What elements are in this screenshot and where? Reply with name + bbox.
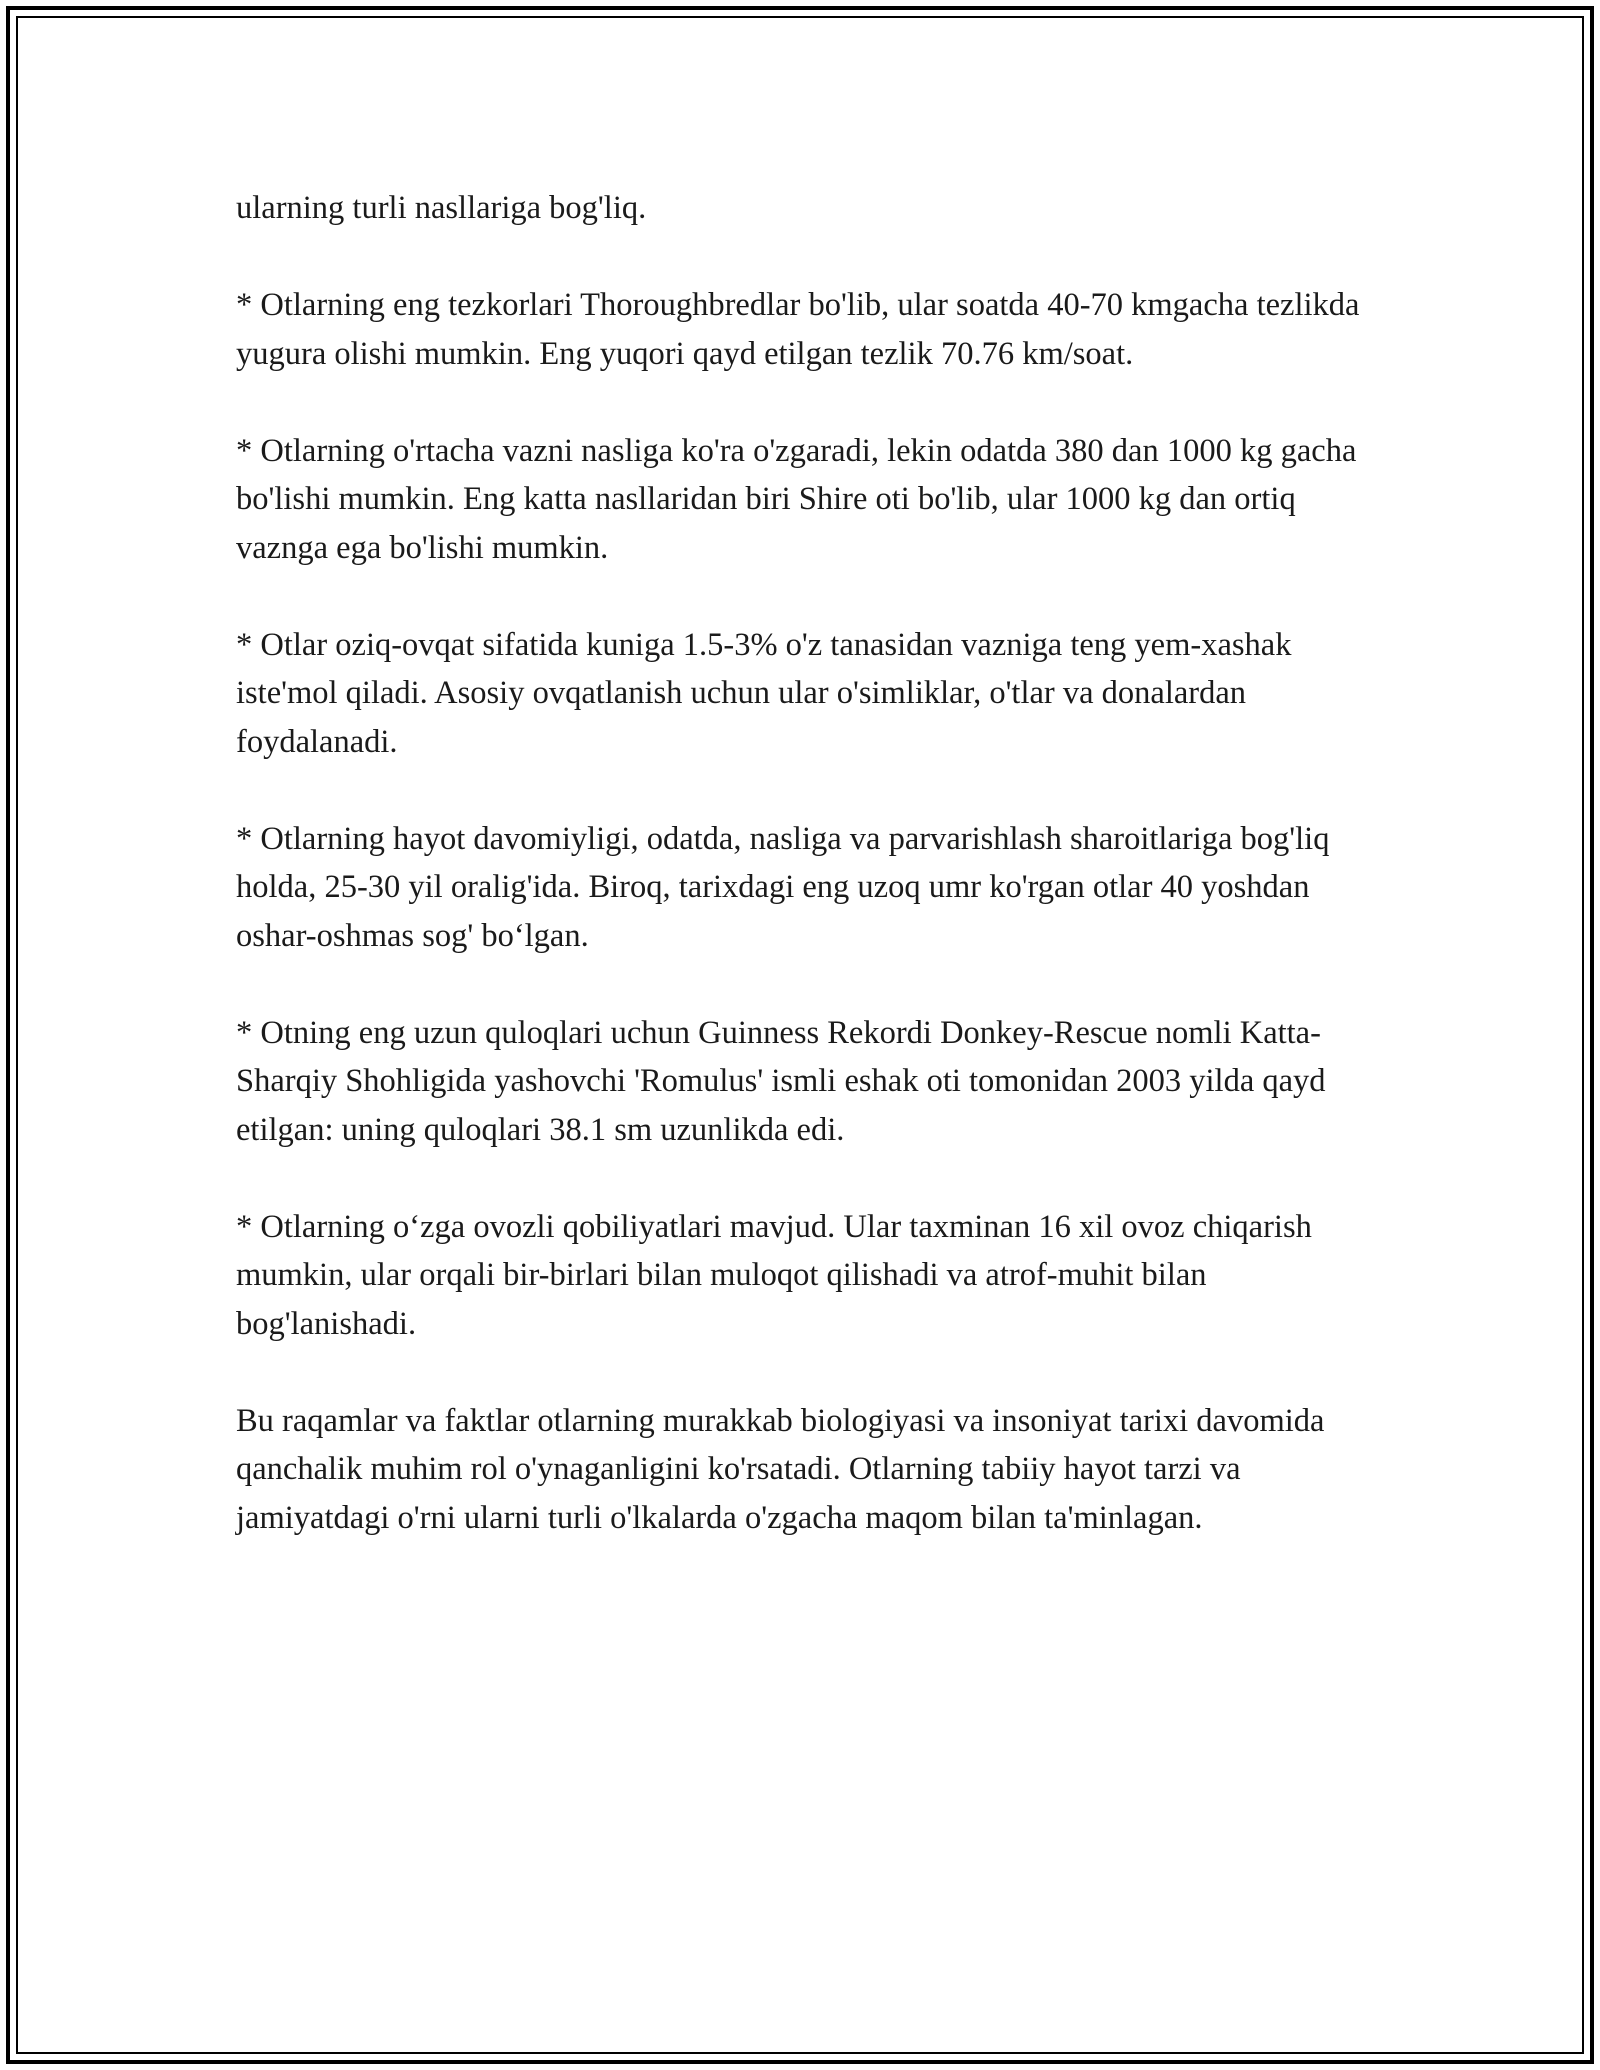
paragraph-vocal-fact: * Otlarning o‘zga ovozli qobiliyatlari mavjud. Ular taxminan 16 xil ovoz chiqarish mumkin, ular orqali bir-birlari bilan muloqot qilishadi va atrof-muhit bilan bog'lanishadi. (236, 1208, 1312, 1342)
paragraph-speed-fact: * Otlarning eng tezkorlari Thoroughbredlar bo'lib, ular soatda 40-70 kmgacha tezlikda yugura olishi mumkin. Eng yuqori qayd etilgan tezlik 70.76 km/soat. (236, 287, 1360, 372)
paragraph-lifespan-fact: * Otlarning hayot davomiyligi, odatda, nasliga va parvarishlash sharoitlariga bog'liq holda, 25-30 yil oralig'ida. Biroq, tarixdagi eng uzoq umr ko'rgan otlar 40 yoshdan oshar-oshmas sog' bo‘lgan. (236, 820, 1330, 954)
paragraph-continuation: ularning turli nasllariga bog'liq. (236, 190, 647, 226)
paragraph-diet-fact: * Otlar oziq-ovqat sifatida kuniga 1.5-3% o'z tanasidan vazniga teng yem-xashak iste'mol qiladi. Asosiy ovqatlanish uchun ular o'simliklar, o'tlar va donalardan foydalanadi. (236, 626, 1292, 760)
paragraph-weight-fact: * Otlarning o'rtacha vazni nasliga ko'ra o'zgaradi, lekin odatda 380 dan 1000 kg gacha bo'lishi mumkin. Eng katta nasllaridan biri Shire oti bo'lib, ular 1000 kg dan ortiq vaznga ega bo'lishi mumkin. (236, 432, 1357, 566)
paragraph-ears-record-fact: * Otning eng uzun quloqlari uchun Guinness Rekordi Donkey-Rescue nomli Katta-Sharqiy Shohligida yashovchi 'Romulus' ismli eshak oti tomonidan 2003 yilda qayd etilgan: uning quloqlari 38.1 sm uzunlikda edi. (236, 1014, 1326, 1148)
paragraph-conclusion: Bu raqamlar va faktlar otlarning murakkab biologiyasi va insoniyat tarixi davomida qanchalik muhim rol o'ynaganligini ko'rsatadi. Otlarning tabiiy hayot tarzi va jamiyatdagi o'rni ularni turli o'lkalarda o'zgacha maqom bilan ta'minlagan. (236, 1402, 1325, 1536)
document-body (236, 184, 1366, 1591)
